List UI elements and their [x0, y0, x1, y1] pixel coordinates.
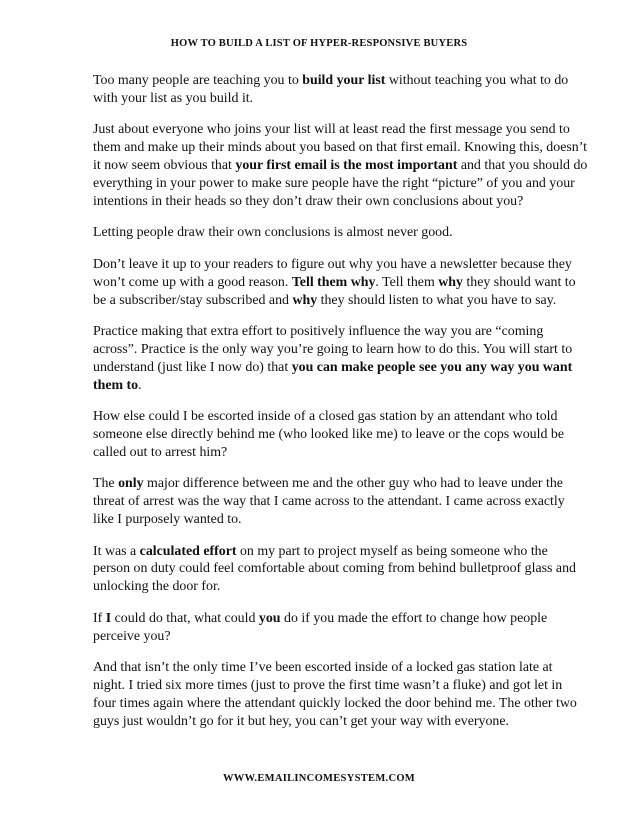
paragraph	[93, 475, 588, 529]
text-run: How else could I be escorted inside of a closed gas station by an attendant who told someone else directly behind me (who looked like me) to leave or the cops would be called out to arrest him?	[93, 409, 564, 460]
paragraph	[93, 72, 588, 108]
bold-text: only	[118, 476, 144, 492]
text-run: If	[93, 610, 106, 626]
text-run: Just about everyone who joins your list will at least read the first message you send to them and make up their minds about you based on that first email. Knowing this, doesn’t it now seem obvious that	[93, 122, 587, 174]
bold-text: you	[258, 610, 281, 626]
text-run: .	[138, 377, 142, 393]
article-body	[93, 72, 588, 731]
text-run: they should listen to what you have to say.	[317, 292, 557, 308]
paragraph	[93, 610, 588, 646]
text-run: on my part to project myself as being someone who the person on duty could feel comfortable about coming from behind bulletproof glass and unlocking the door for.	[93, 543, 576, 595]
bold-text: your first email is the most important	[235, 158, 458, 174]
text-run: . Tell them	[375, 274, 439, 290]
bold-text: Tell them why	[291, 274, 376, 290]
text-run: and that you should do everything in your power to make sure people have the right “picture” of you and your intentions in their heads so they don’t draw their own conclusions about you?	[93, 158, 588, 209]
text-run: Practice making that extra effort to positively influence the way you are “coming across”. Practice is the only way you’re going to learn how to do this. You will start to understand (just like I now do) that	[93, 323, 573, 375]
paragraph	[93, 323, 588, 395]
text-run: do if you made the effort to change how people perceive you?	[93, 610, 548, 644]
bold-text: calculated effort	[139, 543, 237, 559]
paragraph	[93, 408, 588, 462]
paragraph	[93, 224, 588, 242]
paragraph	[93, 121, 588, 211]
bold-text: I	[105, 610, 112, 626]
text-run: Don’t leave it up to your readers to figure out why you have a newsletter because they won’t come up with a good reason.	[93, 256, 572, 290]
bold-text: build your list	[302, 73, 386, 88]
bold-text: you can make people see you any way you want them to	[93, 359, 573, 393]
bold-text: why	[438, 274, 463, 290]
paragraph	[93, 659, 588, 731]
text-run: Letting people draw their own conclusions is almost never good.	[93, 225, 453, 241]
text-run: could do that, what could	[111, 610, 259, 626]
text-run: It was a	[93, 543, 140, 559]
text-run: Too many people are teaching you to	[93, 73, 303, 88]
page-footer-url: WWW.EMAILINCOMESYSTEM.COM	[222, 773, 416, 784]
page-header-title: HOW TO BUILD A LIST OF HYPER-RESPONSIVE BUYERS	[170, 38, 468, 49]
text-run: without teaching you what to do with your list as you build it.	[93, 73, 569, 106]
text-run: The	[93, 476, 119, 492]
text-run: major difference between me and the other guy who had to leave under the threat of arrest was the way that I came across to the attendant. I came across exactly like I purposely wanted to.	[93, 476, 565, 528]
bold-text: why	[292, 292, 318, 308]
paragraph	[93, 256, 588, 310]
paragraph	[93, 543, 588, 597]
text-run: And that isn’t the only time I’ve been escorted inside of a locked gas station late at night. I tried six more times (just to prove the first time wasn’t a fluke) and got let in four times again where the attendant quickly locked the door behind me. The other two guys just wouldn’t go for it but hey, you can’t get your way with everyone.	[93, 660, 577, 729]
text-run: they should want to be a subscriber/stay subscribed and	[93, 274, 576, 308]
